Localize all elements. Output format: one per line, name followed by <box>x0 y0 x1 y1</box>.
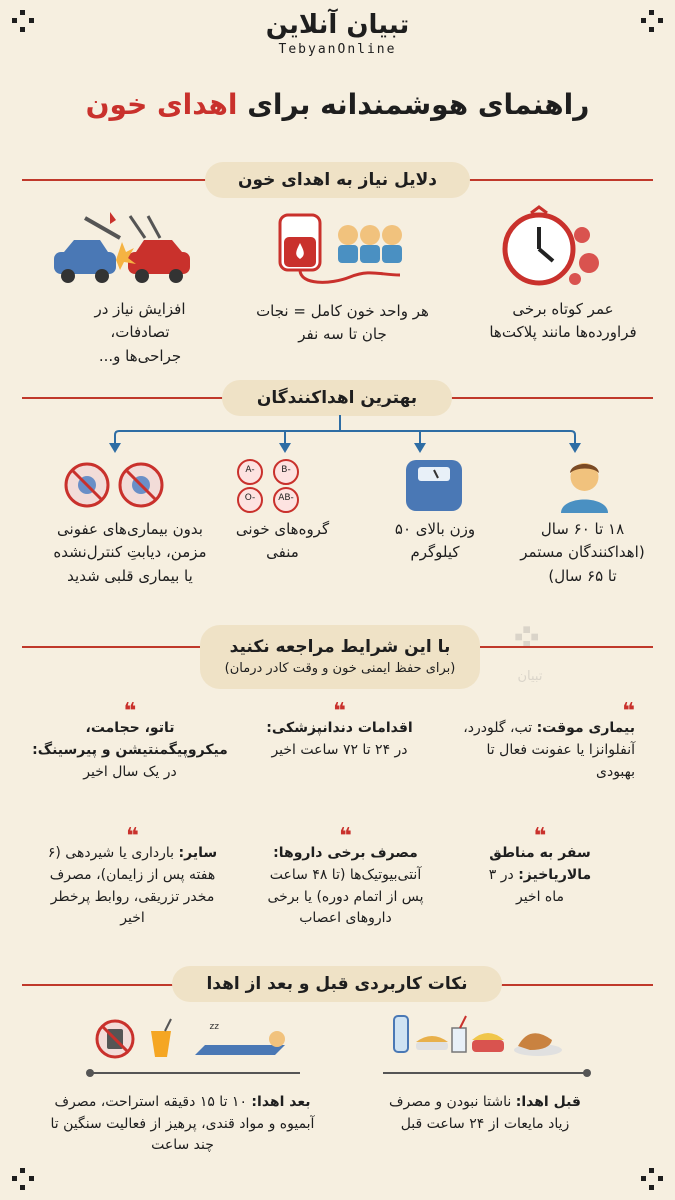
restriction-text: تب، گلودرد، آنفلوانزا یا عفونت فعال تا بهبودی <box>463 720 635 780</box>
tip-after-text: ۱۰ تا ۱۵ دقیقه استراحت، مصرف آبمیوه و مواد قندی، پرهیز از فعالیت سنگین تا چند ساعت <box>50 1094 315 1154</box>
restrictions-heading: با این شرایط مراجعه نکنید <box>229 637 451 657</box>
tree-connector <box>100 415 590 460</box>
restriction-item: ❝ اقدامات دندانپزشکی: در ۲۴ تا ۷۲ ساعت اخیر <box>266 699 413 758</box>
tip-before-title: قبل اهدا: <box>515 1094 581 1110</box>
restriction-title: سفر به مناطق مالاریاخیز: <box>489 845 592 883</box>
restriction-text: در ۳ ماه اخیر <box>488 866 565 905</box>
restriction-title: تاتو، حجامت، میکروپیگمنتیشن و پیرسینگ: <box>32 720 228 758</box>
car-crash-icon <box>50 208 195 288</box>
reason-text-2: هر واحد خون کامل = نجات جان تا سه نفر <box>256 302 429 344</box>
tip-before <box>385 1092 585 1135</box>
section-heading-tips: نکات کاربردی قبل و بعد از اهدا <box>172 966 502 1002</box>
page-title-part1: راهنمای هوشمندانه برای <box>237 88 590 121</box>
donor-text-blood: گروه‌های خونی منفی <box>235 520 330 562</box>
restriction-title: مصرف برخی داروها: <box>273 845 418 862</box>
section-heading-restrictions <box>200 625 480 689</box>
timeline-before <box>383 1072 588 1074</box>
donor-text-weight: وزن بالای ۵۰ کیلوگرم <box>394 520 476 562</box>
restriction-item: ❝ مصرف برخی داروها: آنتی‌بیوتیک‌ها (تا ۴۸ ساعت پس از اتمام دوره) یا برخی داروهای اعصاب <box>267 824 424 927</box>
timeline-dot <box>86 1069 94 1077</box>
tip-after <box>40 1092 325 1157</box>
no-virus-icon <box>62 460 166 510</box>
restriction-title: بیماری موقت: <box>536 720 635 737</box>
section-heading-donors: بهترین اهداکنندگان <box>222 380 452 416</box>
section-heading-reasons: دلایل نیاز به اهدای خون <box>205 162 470 198</box>
corner-ornament-icon <box>10 1166 36 1192</box>
blood-type-label: AB- <box>278 493 294 503</box>
restrictions-subheading: (برای حفظ ایمنی خون و وقت کادر درمان) <box>224 660 456 676</box>
restriction-text: در ۲۴ تا ۷۲ ساعت اخیر <box>271 741 408 758</box>
timeline-dot <box>583 1069 591 1077</box>
scale-icon <box>404 458 464 513</box>
brand-logo-en: TebyanOnline <box>278 42 397 57</box>
corner-ornament-icon <box>639 1166 665 1192</box>
donor-text-age: ۱۸ تا ۶۰ سال (اهداکنندگان مستمر تا ۶۵ سال) <box>520 520 645 585</box>
blood-type-label: A- <box>245 465 255 475</box>
page-title <box>0 88 675 121</box>
restriction-item: ❝ سایر: بارداری یا شیردهی (۶ هفته پس از زایمان)، مصرف مخدر تزریقی، روابط پرخطر اخیر <box>47 824 218 927</box>
restriction-title: اقدامات دندانپزشکی: <box>266 720 413 737</box>
tip-after-title: بعد اهدا: <box>251 1094 311 1110</box>
restriction-text: بارداری یا شیردهی (۶ هفته پس از زایمان)، مصرف مخدر تزریقی، روابط پرخطر اخیر <box>47 845 216 927</box>
restriction-title: سایر: <box>178 845 218 862</box>
rest-icons <box>95 1015 295 1063</box>
svg-text:zz: zz <box>209 1022 219 1032</box>
restriction-item: ❝ سفر به مناطق مالاریاخیز: در ۳ ماه اخیر <box>488 824 592 905</box>
reason-text-3: افزایش نیاز در تصادفات، جراحی‌ها و... <box>94 300 186 365</box>
blood-type-label: O- <box>244 493 256 503</box>
blood-bag-icon <box>270 205 410 290</box>
restriction-text: در یک سال اخیر <box>83 763 177 780</box>
brand-logo-fa: تبیان آنلاین <box>265 10 410 40</box>
tip-before-text: ناشتا نبودن و مصرف زیاد مایعات از ۲۴ ساعت قبل <box>389 1094 570 1132</box>
restriction-item: ❝ تاتو، حجامت، میکروپیگمنتیشن و پیرسینگ: در یک سال اخیر <box>32 699 228 780</box>
reason-text-1: عمر کوتاه برخی فراورده‌ها مانند پلاکت‌ها <box>489 300 637 342</box>
food-drinks-icon <box>390 1010 565 1060</box>
blood-type-label: B- <box>281 465 291 475</box>
watermark-text: تبیان <box>517 669 543 684</box>
page-title-highlight: اهدای خون <box>85 88 238 121</box>
person-icon <box>557 455 612 513</box>
watermark-logo <box>500 625 560 685</box>
clock-virus-icon <box>497 205 607 290</box>
restriction-item: ❝ بیماری موقت: تب، گلودرد، آنفلوانزا یا عفونت فعال تا بهبودی <box>463 699 635 780</box>
restriction-text: آنتی‌بیوتیک‌ها (تا ۴۸ ساعت پس از اتمام دوره) یا برخی داروهای اعصاب <box>267 866 424 927</box>
blood-types-icon <box>228 458 308 514</box>
donor-text-health: بدون بیماری‌های عفونی مزمن، دیابتِ کنترل‌نشده یا بیماری قلبی شدید <box>53 520 207 585</box>
timeline-after <box>90 1072 300 1074</box>
